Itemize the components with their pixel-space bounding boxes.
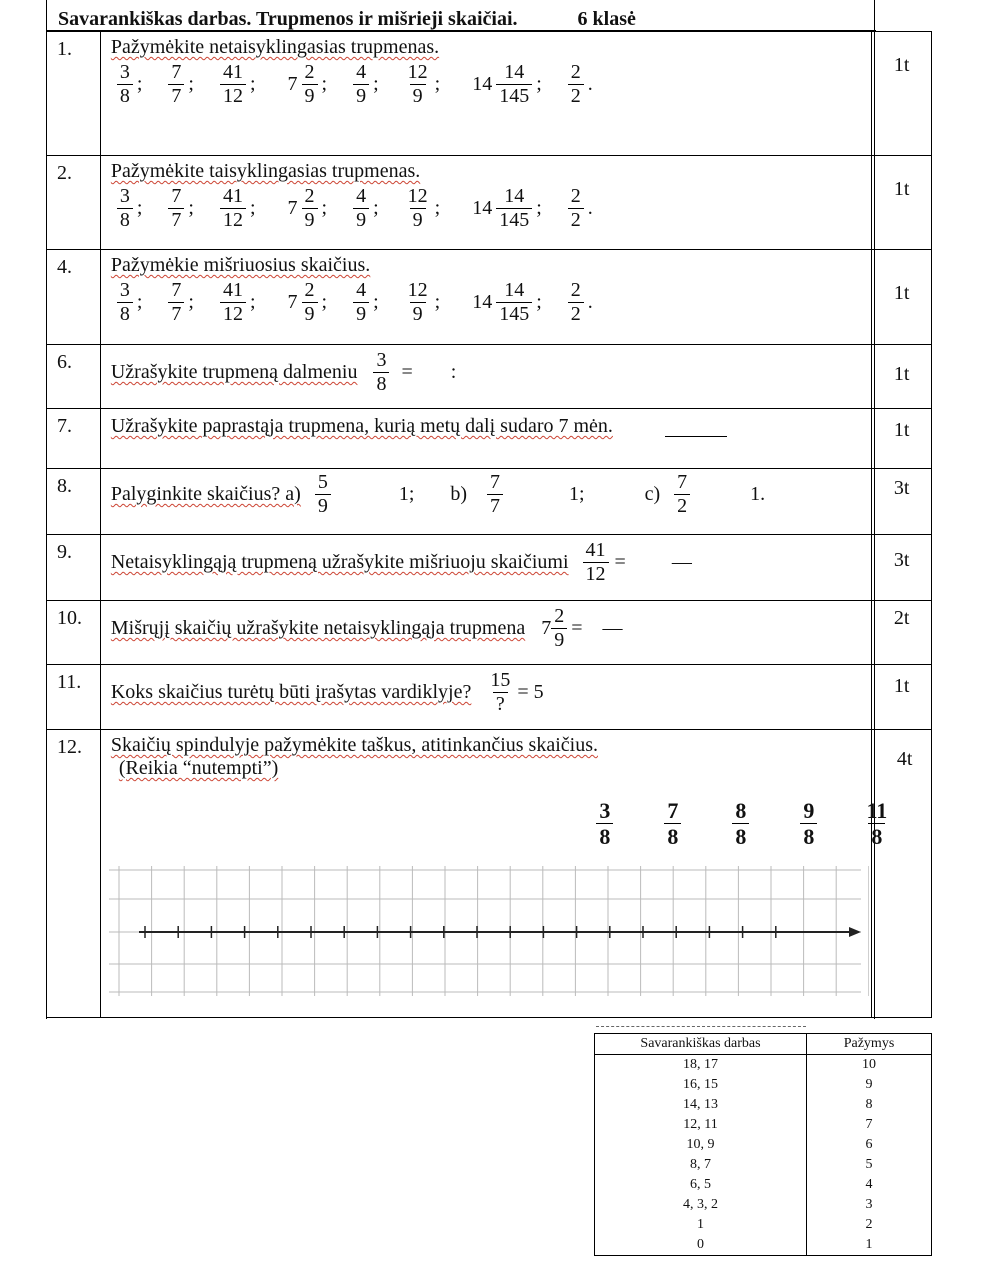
equals-five: = 5 (517, 681, 544, 703)
fraction-choice[interactable]: $\frac{7}{7}$ ; (164, 279, 216, 326)
question-number: 8. (57, 475, 72, 497)
question-number: 9. (57, 541, 72, 563)
question-row-10 (47, 601, 932, 665)
grading-cell: 4, 3, 2 (595, 1195, 807, 1215)
fraction: $\frac{2}{2}$ (568, 279, 584, 326)
worksheet-title (58, 8, 636, 31)
question-text: Netaisyklingąją trupmeną užrašykite mišriuoju skaičiumi (110, 551, 569, 573)
fraction: $\frac{41}{12}$ (220, 185, 246, 232)
question-number: 1. (57, 38, 72, 60)
question-row-9 (47, 535, 932, 601)
fraction-choices[interactable] (101, 277, 871, 326)
question-row-6 (47, 345, 932, 409)
fraction: $\frac{3}{8}$ (373, 349, 389, 396)
fraction-choice[interactable]: $\frac{2}{2}$ . (564, 61, 615, 108)
question-number: 12. (57, 736, 82, 758)
grading-table (594, 1033, 932, 1256)
fraction-b: $\frac{7}{7}$ (487, 471, 503, 518)
question-number: 4. (57, 256, 72, 278)
fraction-choice[interactable]: $\frac{12}{9}$ ; (401, 185, 463, 232)
points-label: 2t (893, 607, 910, 629)
whole-part: 7 (287, 291, 298, 313)
question-row-7 (47, 409, 932, 469)
number-line-arrow (849, 927, 861, 937)
fraction: $\frac{3}{8}$ (117, 61, 133, 108)
fraction: $\frac{3}{8}$ (117, 279, 133, 326)
fraction-choice[interactable]: $\frac{41}{12}$ ; (216, 279, 278, 326)
fraction-choice[interactable]: 7 $\frac{2}{9}$ ; (287, 279, 328, 325)
answer-placeholder[interactable]: — (671, 551, 692, 573)
equals-sign: = (401, 361, 413, 383)
number-line-area (101, 780, 888, 1010)
points-label: 1t (893, 54, 910, 76)
fraction-a: $\frac{5}{9}$ (315, 471, 331, 518)
fraction-choice[interactable]: $\frac{4}{9}$ ; (349, 61, 401, 108)
title-text: Savarankiškas darbas. Trupmenos ir mišrieji skaičiai. (58, 8, 518, 30)
question-row-12 (47, 730, 932, 1018)
fraction: $\frac{12}{9}$ (407, 185, 428, 231)
fraction-choice[interactable]: $\frac{12}{9}$ ; (401, 61, 463, 108)
points-label: 1t (893, 363, 910, 385)
grading-cell: 16, 15 (595, 1075, 807, 1095)
grading-row (595, 1075, 932, 1095)
question-text: Pažymėkie mišriuosius skaičius. (110, 254, 371, 276)
fraction-choice[interactable]: 14 $\frac{14}{145}$ ; (472, 185, 542, 231)
draggable-fraction[interactable]: $\frac{3}{8}$ (575, 798, 635, 850)
draggable-fraction[interactable]: $\frac{7}{8}$ (643, 798, 703, 850)
fraction-choice[interactable]: $\frac{2}{2}$ . (564, 279, 615, 326)
grading-cell: 14, 13 (595, 1095, 807, 1115)
fraction-choice[interactable]: $\frac{41}{12}$ ; (216, 185, 278, 232)
grading-cell: 10 (807, 1055, 932, 1076)
grading-cell: 8 (807, 1095, 932, 1115)
grade-text: 6 klasė (577, 8, 636, 30)
draggable-fractions (571, 798, 911, 850)
grading-cell: 1 (595, 1215, 807, 1235)
compare-a-rhs: 1; (398, 483, 415, 505)
fraction: $\frac{2}{2}$ (568, 185, 584, 232)
fraction: $\frac{2}{9}$ (302, 279, 318, 326)
question-text: Užrašykite trupmeną dalmeniu (110, 361, 358, 383)
grading-cell: 6 (807, 1135, 932, 1155)
grading-cell: 7 (807, 1115, 932, 1135)
fraction: $\frac{12}{9}$ (407, 61, 428, 107)
question-number: 2. (57, 162, 72, 184)
fraction-choice[interactable]: 14 $\frac{14}{145}$ ; (472, 61, 542, 107)
fraction: $\frac{2}{9}$ (302, 185, 318, 232)
whole-part: 14 (472, 197, 493, 219)
question-row-8 (47, 469, 932, 535)
grading-top-rule (596, 1026, 806, 1027)
compare-b-label: b) (450, 483, 468, 505)
fraction: $\frac{14}{145}$ (496, 185, 532, 232)
grading-cell: 10, 9 (595, 1135, 807, 1155)
grading-cell: 4 (807, 1175, 932, 1195)
draggable-fraction[interactable]: $\frac{11}{8}$ (866, 798, 888, 850)
fraction: $\frac{2}{9}$ (551, 605, 567, 652)
question-text: Užrašykite paprastąja trupmena, kurią metų dalį sudaro 7 mėn. (110, 415, 613, 437)
fraction: $\frac{41}{12}$ (583, 539, 609, 586)
fraction: $\frac{3}{8}$ (117, 185, 133, 232)
question-number: 6. (57, 351, 72, 373)
question-number: 10. (57, 607, 82, 629)
fraction: $\frac{2}{9}$ (302, 61, 318, 108)
fraction-choice[interactable]: 14 $\frac{14}{145}$ ; (472, 279, 542, 325)
question-text: Pažymėkite netaisyklingasias trupmenas. (110, 36, 440, 58)
grading-cell: 3 (807, 1195, 932, 1215)
draggable-fraction[interactable]: $\frac{8}{8}$ (711, 798, 771, 850)
grading-cell: 6, 5 (595, 1175, 807, 1195)
whole-part: 7 (287, 73, 298, 95)
answer-colon[interactable]: : (450, 361, 457, 383)
grading-cell: 8, 7 (595, 1155, 807, 1175)
fraction-choice[interactable]: $\frac{3}{8}$ ; (113, 61, 165, 108)
grading-row (595, 1135, 932, 1155)
grading-row (595, 1115, 932, 1135)
points-label: 4t (896, 748, 913, 770)
fraction-choice[interactable]: $\frac{3}{8}$ ; (113, 185, 165, 232)
question-text: Mišrųjį skaičių užrašykite netaisyklingąja trupmena (110, 617, 526, 639)
fraction: $\frac{41}{12}$ (220, 279, 246, 326)
fraction-choice[interactable]: $\frac{2}{2}$ . (564, 185, 615, 232)
whole-part: 7 (287, 197, 298, 219)
fraction-choice[interactable]: 7 $\frac{2}{9}$ ; (287, 185, 328, 231)
fraction: $\frac{4}{9}$ (353, 61, 369, 108)
question-text: Palyginkite skaičius? a) (110, 483, 301, 505)
whole-part: 14 (472, 291, 493, 313)
grading-row (595, 1095, 932, 1115)
fraction-choice[interactable]: $\frac{7}{7}$ ; (164, 61, 216, 108)
question-number: 11. (57, 671, 82, 693)
question-row-4 (47, 250, 932, 345)
answer-blank[interactable] (665, 416, 727, 437)
fraction: $\frac{7}{7}$ (168, 279, 184, 326)
grading-header-grade: Pažymys (807, 1034, 932, 1055)
question-row-1 (47, 32, 932, 156)
fraction-choice[interactable]: $\frac{41}{12}$ ; (216, 61, 278, 108)
compare-c-label: c) (644, 483, 661, 505)
fraction-choices[interactable] (101, 59, 871, 108)
fraction: $\frac{15}{?}$ (490, 669, 511, 715)
grading-cell: 18, 17 (595, 1055, 807, 1076)
points-label: 3t (893, 477, 910, 499)
equals-sign: = (614, 551, 626, 573)
fraction-choice[interactable]: $\frac{12}{9}$ ; (401, 279, 463, 326)
grading-cell: 5 (807, 1155, 932, 1175)
points-label: 1t (893, 178, 910, 200)
fraction: $\frac{7}{7}$ (168, 185, 184, 232)
points-label: 1t (893, 419, 910, 441)
question-text: Skaičių spindulyje pažymėkite taškus, atitinkančius skaičius. (110, 734, 598, 756)
question-note: (Reikia “nutempti”) (118, 757, 279, 779)
grading-row (595, 1055, 932, 1076)
grading-row (595, 1175, 932, 1195)
fraction: $\frac{14}{145}$ (496, 61, 532, 108)
grading-cell: 9 (807, 1075, 932, 1095)
question-row-2 (47, 156, 932, 250)
fraction-choices[interactable] (101, 183, 871, 232)
fraction: $\frac{4}{9}$ (353, 279, 369, 326)
fraction: $\frac{12}{9}$ (407, 279, 428, 325)
fraction-choice[interactable]: $\frac{4}{9}$ ; (349, 279, 401, 326)
points-label: 1t (893, 675, 910, 697)
draggable-fraction[interactable]: $\frac{9}{8}$ (779, 798, 839, 850)
fraction-choice[interactable]: $\frac{4}{9}$ ; (349, 185, 401, 232)
fraction: $\frac{41}{12}$ (220, 61, 246, 108)
fraction-choice[interactable]: 7 $\frac{2}{9}$ ; (287, 61, 328, 107)
fraction: $\frac{2}{2}$ (568, 61, 584, 108)
fraction-choice[interactable]: $\frac{3}{8}$ ; (113, 279, 165, 326)
equals-sign: = (571, 617, 583, 639)
grading-row (595, 1155, 932, 1175)
question-number: 7. (57, 415, 72, 437)
fraction: $\frac{7}{7}$ (168, 61, 184, 108)
question-text: Koks skaičius turėtų būti įrašytas vardiklyje? (110, 681, 472, 703)
grading-cell: 1 (807, 1235, 932, 1256)
fraction-choice[interactable]: $\frac{7}{7}$ ; (164, 185, 216, 232)
grading-cell: 12, 11 (595, 1115, 807, 1135)
question-text: Pažymėkite taisyklingasias trupmenas. (110, 160, 421, 182)
whole-part: 7 (541, 617, 552, 639)
grading-cell: 2 (807, 1215, 932, 1235)
whole-part: 14 (472, 73, 493, 95)
fraction: $\frac{14}{145}$ (496, 279, 532, 326)
grading-header-work: Savarankiškas darbas (595, 1034, 807, 1055)
questions-table (46, 31, 932, 1018)
grading-cell: 0 (595, 1235, 807, 1256)
compare-c-rhs: 1. (750, 483, 766, 505)
answer-placeholder[interactable]: — (602, 617, 623, 639)
points-label: 1t (893, 282, 910, 304)
fraction: $\frac{4}{9}$ (353, 185, 369, 232)
compare-b-rhs: 1; (569, 483, 585, 505)
number-line-grid (109, 866, 869, 1006)
points-label: 3t (893, 549, 910, 571)
grading-row (595, 1215, 932, 1235)
grading-row (595, 1195, 932, 1215)
fraction-c: $\frac{7}{2}$ (674, 471, 690, 518)
grading-row (595, 1235, 932, 1256)
question-row-11 (47, 665, 932, 730)
